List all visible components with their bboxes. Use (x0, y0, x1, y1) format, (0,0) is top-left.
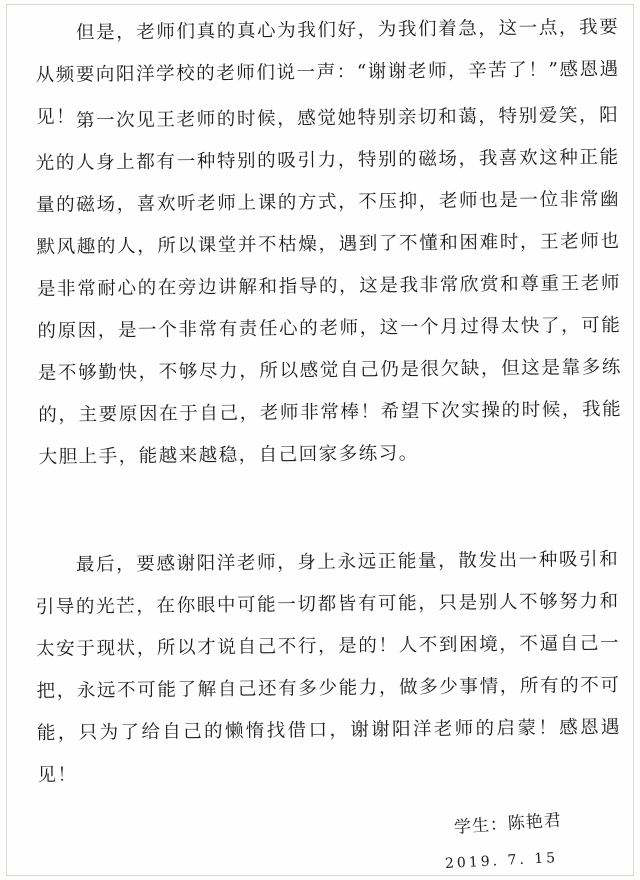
date: 2019. 7. 15 (444, 850, 559, 872)
paragraph-teacher-wang: 第一次见王老师的时候，感觉她特别亲切和蔼，特别爱笑，阳光的人身上都有一种特别的吸引力，特别的磁场，我喜欢这种正能量的磁场，喜欢听老师上课的方式，不压抑，老师也是一位非常幽默风趣的人，所以课堂并不枯燥，遇到了不懂和困难时，王老师也是非常耐心的在旁边讲解和指导的，这是我非常欣赏和尊重王老师的原因，是一个非常有责任心的老师，这一个月过得太快了，可能是不够勤快，不够尽力，所以感觉自己仍是很欠缺，但这是靠多练的，主要原因在于自己，老师非常棒！希望下次实操的时候，我能大胆上手，能越来越稳，自己回家多练习。 (35, 104, 623, 468)
paragraph-teacher-yangyang: 最后，要感谢阳洋老师，身上永远正能量，散发出一种吸引和引导的光芒，在你眼中可能一切都皆有可能，只是别人不够努力和太安于现状，所以才说自己不行，是的！人不到困境，不逼自己一把，永远不可能了解自己还有多少能力，做多少事情，所有的不可能，只为了给自己的懒惰找借口，谢谢阳洋老师的启蒙！感恩遇见！ (35, 548, 622, 786)
signature: 学生：陈艳君 (453, 810, 563, 838)
paragraph-thanks-teachers: 但是，老师们真的真心为我们好，为我们着急，这一点，我要从频要向阳洋学校的老师们说一声：“谢谢老师，辛苦了！”感恩遇见！ (35, 16, 620, 128)
handwritten-sheet (6, 4, 634, 876)
